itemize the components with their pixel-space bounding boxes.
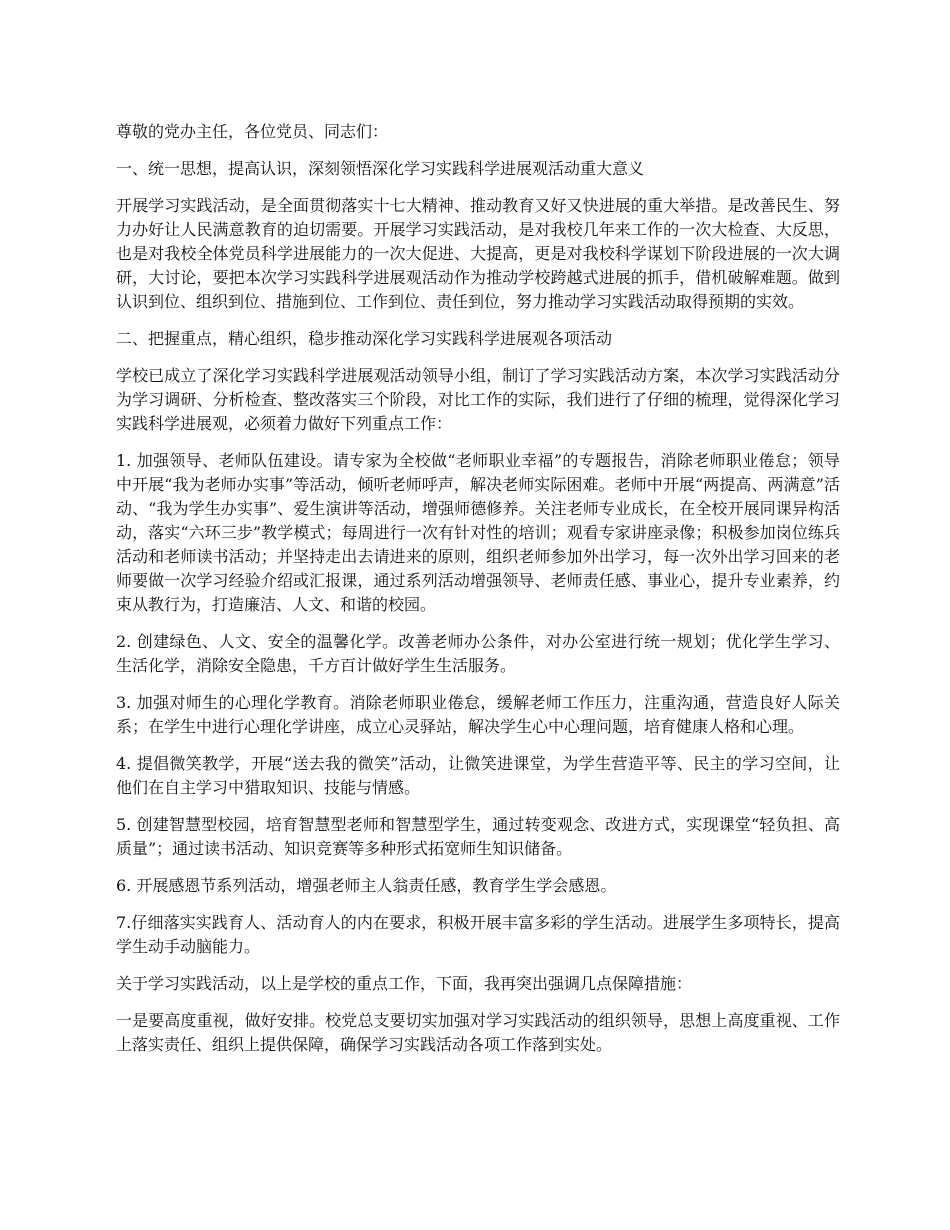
list-item: 6. 开展感恩节系列活动，增强老师主人翁责任感，教育学生学会感恩。 [116,876,617,895]
document-body [116,120,840,1070]
paragraph: 开展学习实践活动，是全面贯彻落实十七大精神、推动教育又好又快进展的重大举措。是改善民生、努力办好让人民满意教育的迫切需要。开展学习实践活动，是对我校几年来工作的一次大检查、大反思，也是对我校全体党员科学进展能力的一次大促进、大提高，更是对我校科学谋划下阶段进展的一次大调研，大讨论，要把本次学习实践科学进展观活动作为推动学校跨越式进展的抓手，借机破解难题。做到认识到位、组织到位、措施到位、工作到位、责任到位，努力推动学习实践活动取得预期的实效。 [116,196,840,311]
paragraph: 关于学习实践活动，以上是学校的重点工作，下面，我再突出强调几点保障措施： [116,974,693,993]
list-item: 7.仔细落实实践育人、活动育人的内在要求，积极开展丰富多彩的学生活动。进展学生多项特长，提高学生动手动脑能力。 [116,913,840,956]
list-item: 2. 创建绿色、人文、安全的温馨化学。改善老师办公条件，对办公室进行统一规划；优化学生学习、生活化学，消除安全隐患，千方百计做好学生生活服务。 [116,632,840,675]
section-heading-2: 二、把握重点，精心组织，稳步推动深化学习实践科学进展观各项活动 [116,329,613,348]
paragraph: 一是要高度重视，做好安排。校党总支要切实加强对学习实践活动的组织领导，思想上高度重视、工作上落实责任、组织上提供保障，确保学习实践活动各项工作落到实处。 [116,1011,840,1054]
paragraph: 学校已成立了深化学习实践科学进展观活动领导小组，制订了学习实践活动方案，本次学习实践活动分为学习调研、分析检查、整改落实三个阶段，对比工作的实际，我们进行了仔细的梳理，觉得深化学习实践科学进展观，必须着力做好下列重点工作： [116,366,840,433]
salutation: 尊敬的党办主任，各位党员、同志们： [116,122,389,141]
list-item: 3. 加强对师生的心理化学教育。消除老师职业倦怠，缓解老师工作压力，注重沟通，营造良好人际关系；在学生中进行心理化学讲座，成立心灵驿站，解决学生心中心理问题，培育健康人格和心理。 [116,693,840,736]
section-heading-1: 一、统一思想，提高认识，深刻领悟深化学习实践科学进展观活动重大意义 [116,159,645,178]
list-item: 1. 加强领导、老师队伍建设。请专家为全校做“老师职业幸福”的专题报告，消除老师职业倦怠；领导中开展“我为老师办实事”等活动，倾听老师呼声，解决老师实际困难。老师中开展“两提高、两满意”活动、“我为学生办实事”、爱生演讲等活动，增强师德修养。关注老师专业成长，在全校开展同课异构活动，落实“六环三步”教学模式；每周进行一次有针对性的培训；观看专家讲座录像；积极参加岗位练兵活动和老师读书活动；并坚持走出去请进来的原则，组织老师参加外出学习，每一次外出学习回来的老师要做一次学习经验介绍或汇报课，通过系列活动增强领导、老师责任感、事业心，提升专业素养，约束从教行为，打造廉洁、人文、和谐的校园。 [116,451,840,614]
list-item: 4. 提倡微笑教学，开展“送去我的微笑”活动，让微笑进课堂，为学生营造平等、民主的学习空间，让他们在自主学习中猎取知识、技能与情感。 [116,754,840,797]
list-item: 5. 创建智慧型校园，培育智慧型老师和智慧型学生，通过转变观念、改进方式，实现课堂“轻负担、高质量”；通过读书活动、知识竞赛等多种形式拓宽师生知识储备。 [116,815,840,858]
